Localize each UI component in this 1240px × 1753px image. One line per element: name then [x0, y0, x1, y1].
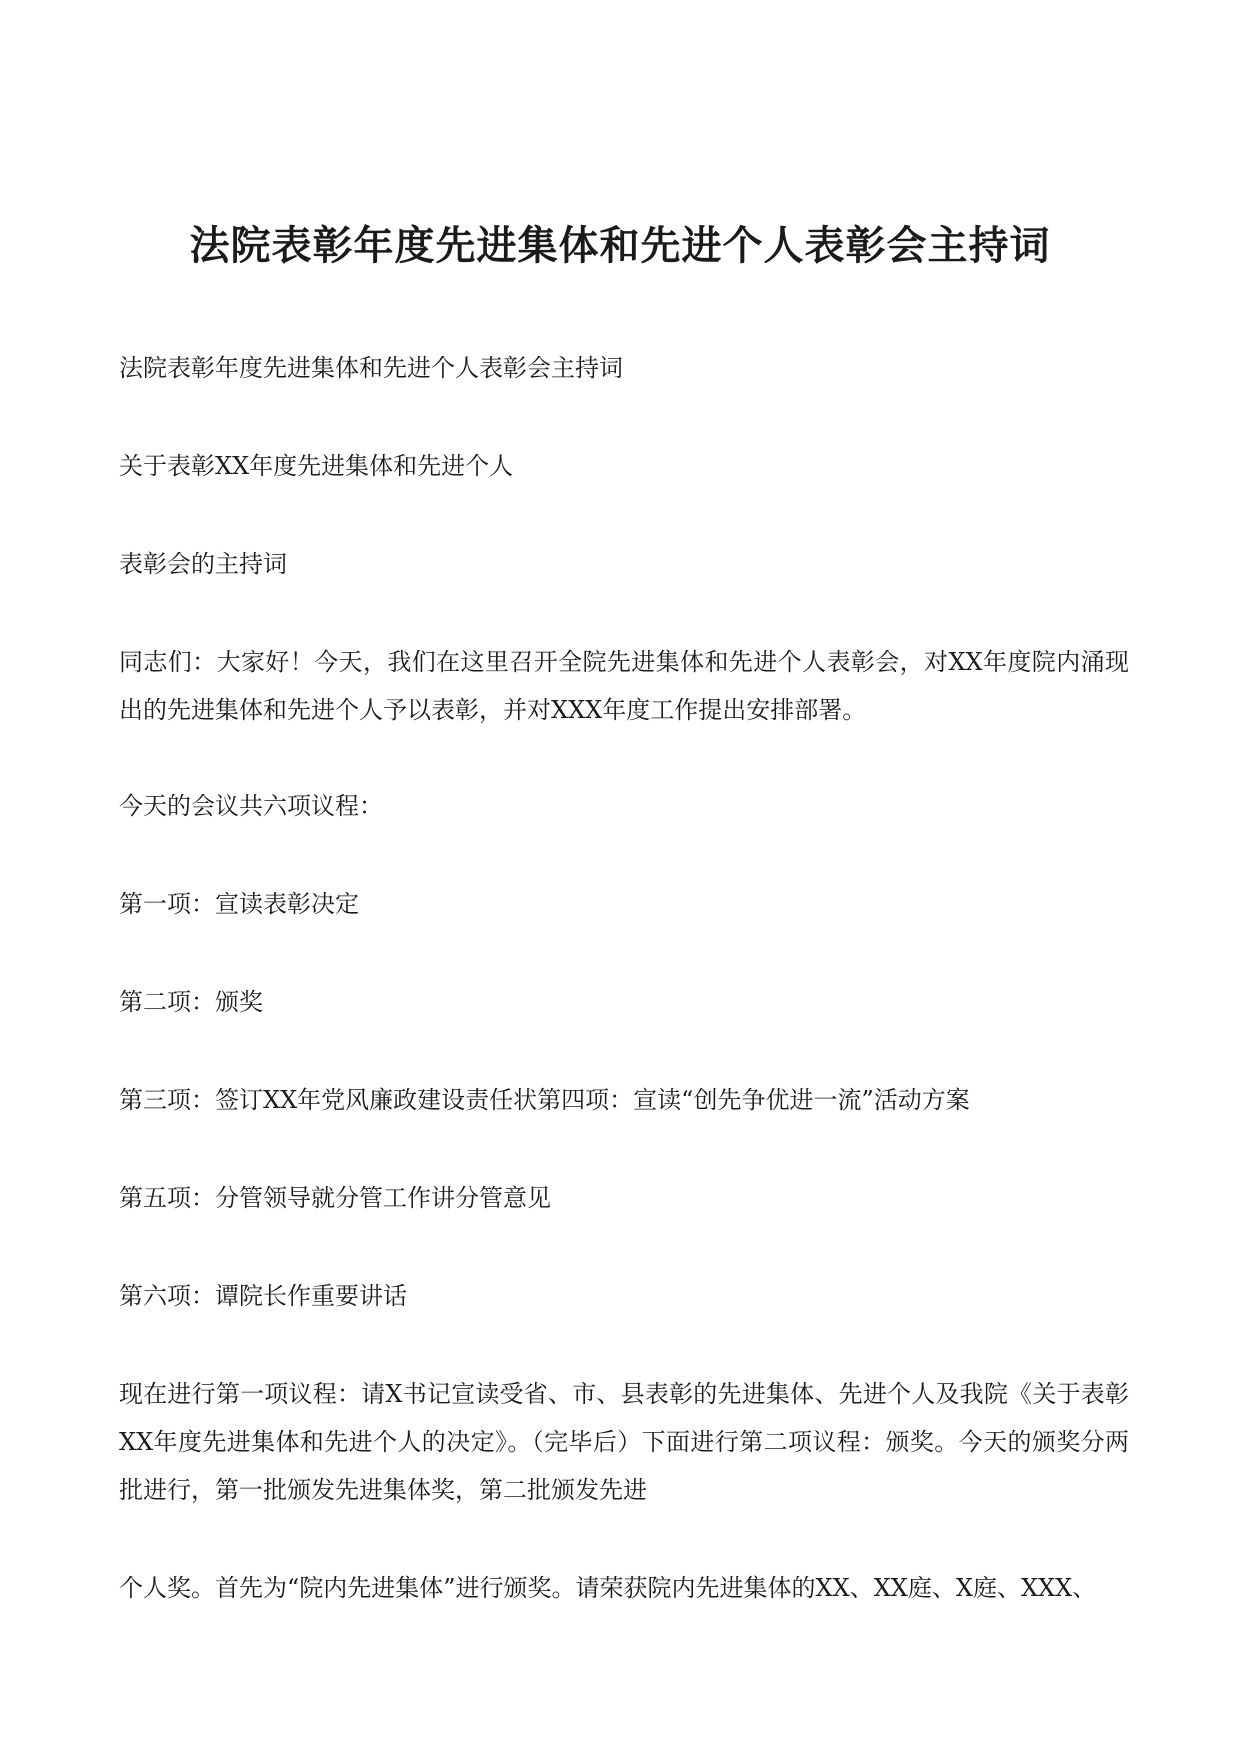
paragraph-greeting: 同志们：大家好！今天，我们在这里召开全院先进集体和先进个人表彰会，对XX年度院内涌现出的先进集体和先进个人予以表彰，并对XXX年度工作提出安排部署。	[119, 648, 1129, 724]
agenda-item-1: 第一项：宣读表彰决定	[119, 890, 359, 918]
paragraph-award-collective: 个人奖。首先为“院内先进集体”进行颁奖。请荣获院内先进集体的XX、XX庭、X庭、XXX、	[119, 1574, 1097, 1602]
paragraph-heading-1: 关于表彰XX年度先进集体和先进个人	[119, 452, 514, 480]
agenda-item-6: 第六项：谭院长作重要讲话	[119, 1282, 407, 1310]
paragraph-subtitle: 法院表彰年度先进集体和先进个人表彰会主持词	[119, 354, 623, 382]
paragraph-first-agenda: 现在进行第一项议程：请X书记宣读受省、市、县表彰的先进集体、先进个人及我院《关于表彰XX年度先进集体和先进个人的决定》。（完毕后）下面进行第二项议程：颁奖。今天的颁奖分两批进行，第一批颁发先进集体奖，第二批颁发先进	[119, 1380, 1129, 1504]
document-title: 法院表彰年度先进集体和先进个人表彰会主持词	[189, 222, 1051, 269]
agenda-item-3-4: 第三项：签订XX年党风廉政建设责任状第四项：宣读“创先争优进一流”活动方案	[119, 1086, 970, 1114]
agenda-item-2: 第二项：颁奖	[119, 988, 263, 1016]
paragraph-heading-2: 表彰会的主持词	[119, 550, 287, 578]
paragraph-agenda-intro: 今天的会议共六项议程：	[119, 792, 383, 820]
agenda-item-5: 第五项：分管领导就分管工作讲分管意见	[119, 1184, 551, 1212]
